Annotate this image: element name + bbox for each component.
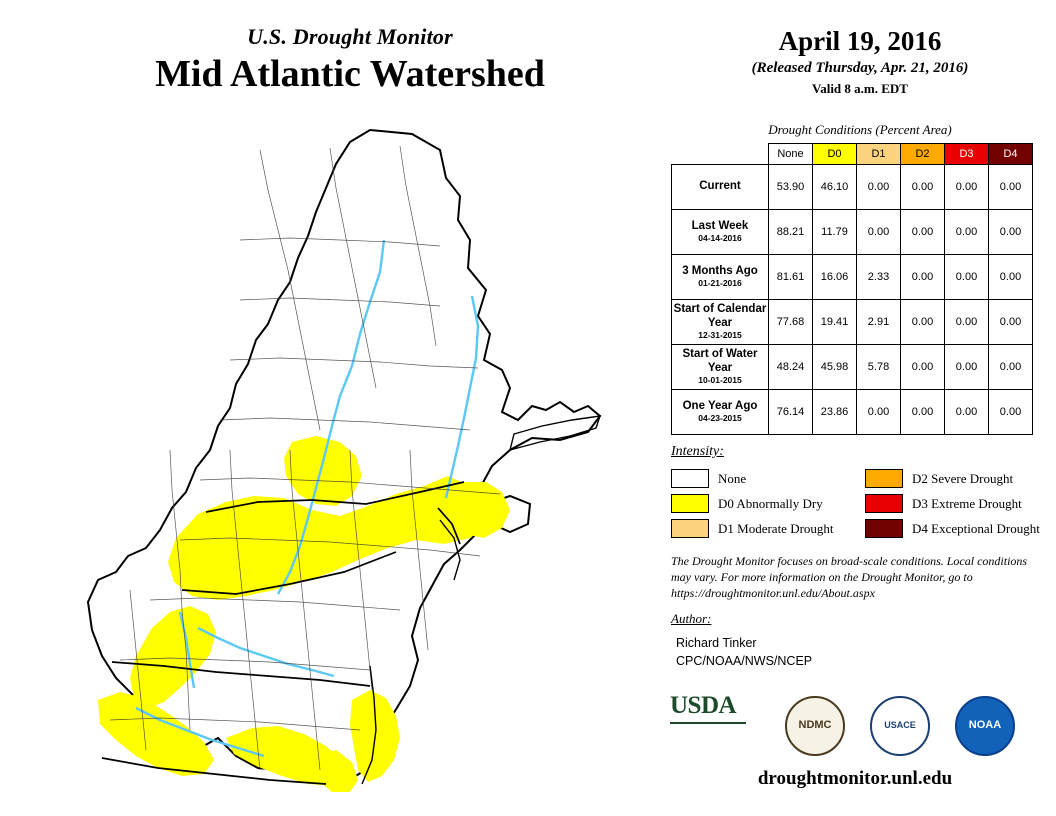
cell-none: 48.24 — [769, 345, 813, 390]
table-row — [672, 345, 1033, 390]
usace-logo-text: USACE — [884, 720, 916, 731]
legend-label-d1: D1 Moderate Drought — [718, 520, 834, 536]
cell-d2: 0.00 — [901, 390, 945, 435]
mid-atlantic-watershed-drought-map[interactable] — [40, 120, 650, 800]
legend-item-none — [671, 466, 834, 491]
cell-d1: 0.00 — [857, 390, 901, 435]
cell-d1: 0.00 — [857, 165, 901, 210]
legend-swatch-none — [671, 469, 709, 488]
cell-d2: 0.00 — [901, 210, 945, 255]
row-label-text: Start of Calendar Year — [673, 303, 767, 329]
disclaimer-text: The Drought Monitor focuses on broad-scale conditions. Local conditions may vary. For more information on the Drought Monitor, go to https://droughtmonitor.unl.edu/About.aspx — [671, 554, 1028, 601]
row-label — [672, 255, 769, 300]
legend-item-d1 — [671, 516, 834, 541]
row-label-text: 3 Months Ago — [682, 265, 758, 277]
row-label — [672, 300, 769, 345]
legend-item-d4 — [865, 516, 1040, 541]
row-label-date: 12-31-2015 — [698, 329, 742, 340]
row-label-date: 01-21-2016 — [698, 278, 742, 289]
legend-swatch-d2 — [865, 469, 903, 488]
legend-swatch-d0 — [671, 494, 709, 513]
cell-none: 76.14 — [769, 390, 813, 435]
ndmc-logo-text: NDMC — [798, 719, 832, 732]
release-date: (Released Thursday, Apr. 21, 2016) — [751, 60, 969, 76]
noaa-logo-text: NOAA — [968, 719, 1002, 732]
cell-d4: 0.00 — [989, 300, 1033, 345]
usda-logo-text: USDA — [670, 692, 737, 719]
row-label — [672, 165, 769, 210]
cell-d4: 0.00 — [989, 390, 1033, 435]
cell-d3: 0.00 — [945, 390, 989, 435]
author-name: Richard Tinker — [676, 636, 757, 650]
valid-time: Valid 8 a.m. EDT — [812, 81, 908, 96]
cell-d4: 0.00 — [989, 165, 1033, 210]
legend-swatch-d4 — [865, 519, 903, 538]
cell-none: 77.68 — [769, 300, 813, 345]
column-header-d0: D0 — [813, 144, 857, 165]
cell-d3: 0.00 — [945, 255, 989, 300]
table-row — [672, 300, 1033, 345]
cell-none: 53.90 — [769, 165, 813, 210]
cell-d0: 45.98 — [813, 345, 857, 390]
row-label-date: 04-14-2016 — [698, 233, 742, 244]
author-affiliation: CPC/NOAA/NWS/NCEP — [676, 654, 813, 669]
cell-d2: 0.00 — [901, 345, 945, 390]
website-url: droughtmonitor.unl.edu — [757, 768, 953, 789]
noaa-logo — [955, 696, 1015, 756]
table-row — [672, 255, 1033, 300]
row-label — [672, 345, 769, 390]
legend-label-d4: D4 Exceptional Drought — [912, 520, 1040, 536]
cell-d1: 0.00 — [857, 210, 901, 255]
column-header-d2: D2 — [901, 144, 945, 165]
author-label: Author: — [671, 611, 712, 626]
usda-logo — [670, 692, 752, 724]
row-label-text: Start of Water Year — [682, 348, 758, 374]
table-row — [672, 390, 1033, 435]
cell-d0: 46.10 — [813, 165, 857, 210]
ndmc-logo — [785, 696, 845, 756]
cell-d4: 0.00 — [989, 255, 1033, 300]
cell-d4: 0.00 — [989, 345, 1033, 390]
column-header-none: None — [769, 144, 813, 165]
cell-d2: 0.00 — [901, 165, 945, 210]
date-block — [670, 26, 1050, 97]
cell-d3: 0.00 — [945, 210, 989, 255]
usace-logo — [870, 696, 930, 756]
cell-d3: 0.00 — [945, 345, 989, 390]
legend-label-d2: D2 Severe Drought — [912, 470, 1014, 486]
cell-d3: 0.00 — [945, 165, 989, 210]
legend-item-d3 — [865, 491, 1040, 516]
page-title: Mid Atlantic Watershed — [155, 53, 545, 95]
legend-column-left — [671, 466, 834, 541]
cell-d0: 23.86 — [813, 390, 857, 435]
table-header-row — [672, 144, 1033, 165]
legend-column-right — [865, 466, 1040, 541]
row-label — [672, 390, 769, 435]
row-label — [672, 210, 769, 255]
legend-swatch-d1 — [671, 519, 709, 538]
header-spacer — [672, 144, 769, 165]
legend-label-d0: D0 Abnormally Dry — [718, 495, 823, 511]
row-label-text: One Year Ago — [682, 400, 758, 412]
legend-label-none: None — [718, 470, 747, 486]
cell-d3: 0.00 — [945, 300, 989, 345]
legend-title: Intensity: — [671, 444, 724, 459]
cell-d2: 0.00 — [901, 300, 945, 345]
author-block — [676, 634, 812, 670]
cell-d0: 16.06 — [813, 255, 857, 300]
drought-conditions-table — [671, 143, 1033, 435]
legend-label-d3: D3 Extreme Drought — [912, 495, 1022, 511]
row-label-text: Last Week — [691, 220, 749, 232]
map-date: April 19, 2016 — [778, 26, 942, 56]
usda-logo-rule — [670, 722, 746, 724]
legend-item-d0 — [671, 491, 834, 516]
row-label-date: 10-01-2015 — [698, 374, 742, 385]
legend-item-d2 — [865, 466, 1040, 491]
row-label-text: Current — [699, 179, 741, 192]
table-caption: Drought Conditions (Percent Area) — [768, 122, 952, 137]
cell-d1: 5.78 — [857, 345, 901, 390]
column-header-d3: D3 — [945, 144, 989, 165]
column-header-d4: D4 — [989, 144, 1033, 165]
cell-d1: 2.33 — [857, 255, 901, 300]
table-row — [672, 210, 1033, 255]
cell-d0: 11.79 — [813, 210, 857, 255]
map-container[interactable] — [40, 120, 650, 800]
table-row — [672, 165, 1033, 210]
cell-d4: 0.00 — [989, 210, 1033, 255]
cell-none: 81.61 — [769, 255, 813, 300]
logo-row — [660, 692, 1050, 760]
legend-swatch-d3 — [865, 494, 903, 513]
column-header-d1: D1 — [857, 144, 901, 165]
cell-d2: 0.00 — [901, 255, 945, 300]
program-title: U.S. Drought Monitor — [247, 24, 453, 49]
cell-none: 88.21 — [769, 210, 813, 255]
cell-d0: 19.41 — [813, 300, 857, 345]
row-label-date: 04-23-2015 — [698, 413, 742, 424]
title-block — [60, 24, 640, 96]
cell-d1: 2.91 — [857, 300, 901, 345]
